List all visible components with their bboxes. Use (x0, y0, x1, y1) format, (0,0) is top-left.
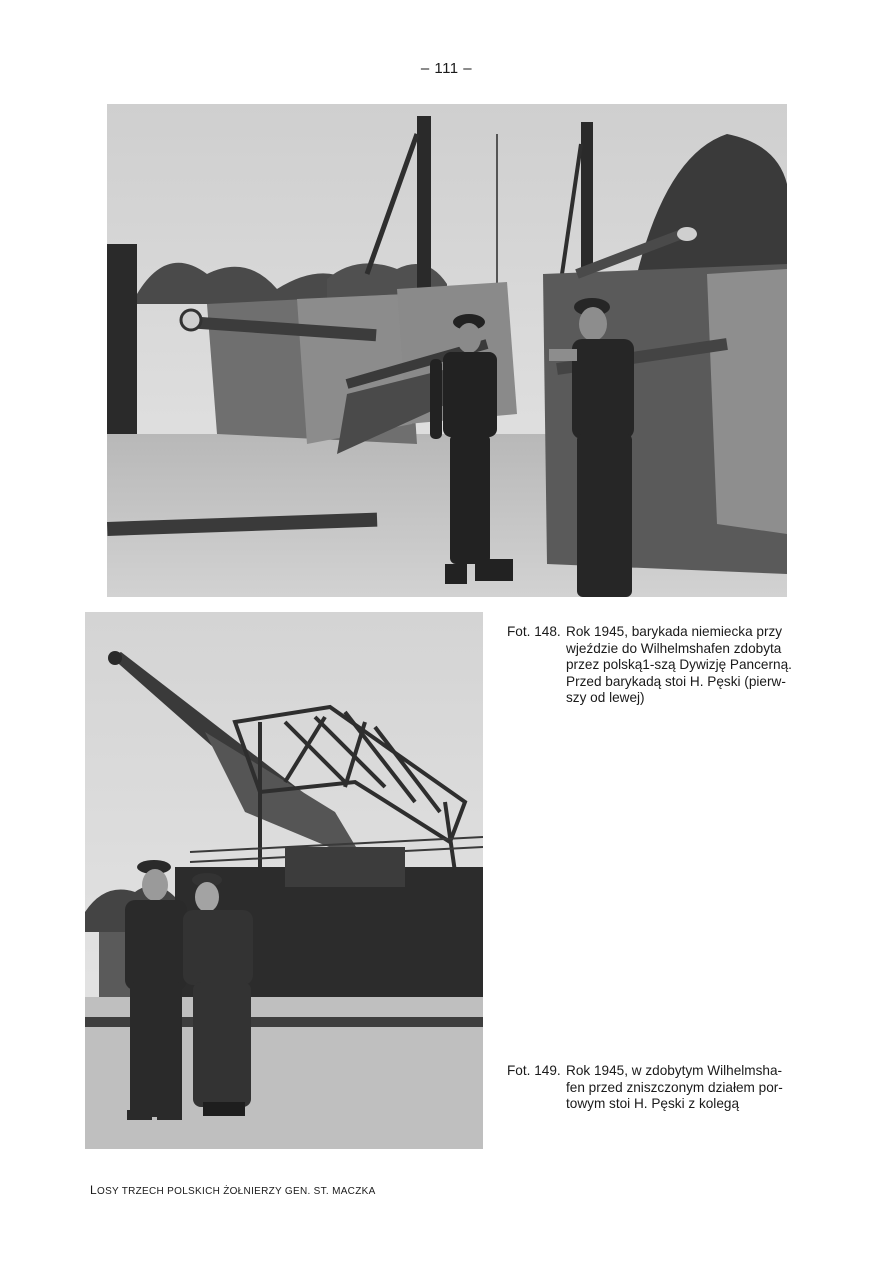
photo-port-gun (85, 612, 483, 1149)
caption-label: Fot. 149. (507, 1063, 561, 1078)
caption-line: Rok 1945, w zdobytym Wilhelmsha- (566, 1063, 783, 1078)
caption-line: wjeździe do Wilhelmshafen zdobyta (566, 640, 782, 656)
caption-photo-149 (507, 1063, 809, 1113)
photo-port-gun-image (85, 612, 483, 1149)
caption-line: towym stoi H. Pęski z kolegą (566, 1096, 740, 1112)
caption-photo-148 (507, 624, 809, 707)
photo-barricade-guns (107, 104, 787, 597)
footer-title: OSY TRZECH POLSKICH ŻOŁNIERZY GEN. ST. MACZKA (96, 1186, 376, 1197)
caption-line: przez polską1-szą Dywizję Pancerną. (566, 657, 792, 673)
caption-line: Rok 1945, barykada niemiecka przy (566, 624, 783, 639)
caption-line: Przed barykadą stoi H. Pęski (pierw- (566, 673, 786, 689)
photo-barricade-guns-image (107, 104, 787, 597)
caption-line: fen przed zniszczonym działem por- (566, 1079, 783, 1095)
page-number: – 111 – (420, 60, 473, 77)
running-footer (90, 1183, 376, 1197)
footer-initial: L (90, 1183, 97, 1197)
caption-line: szy od lewej) (566, 690, 645, 706)
caption-label: Fot. 148. (507, 624, 561, 639)
